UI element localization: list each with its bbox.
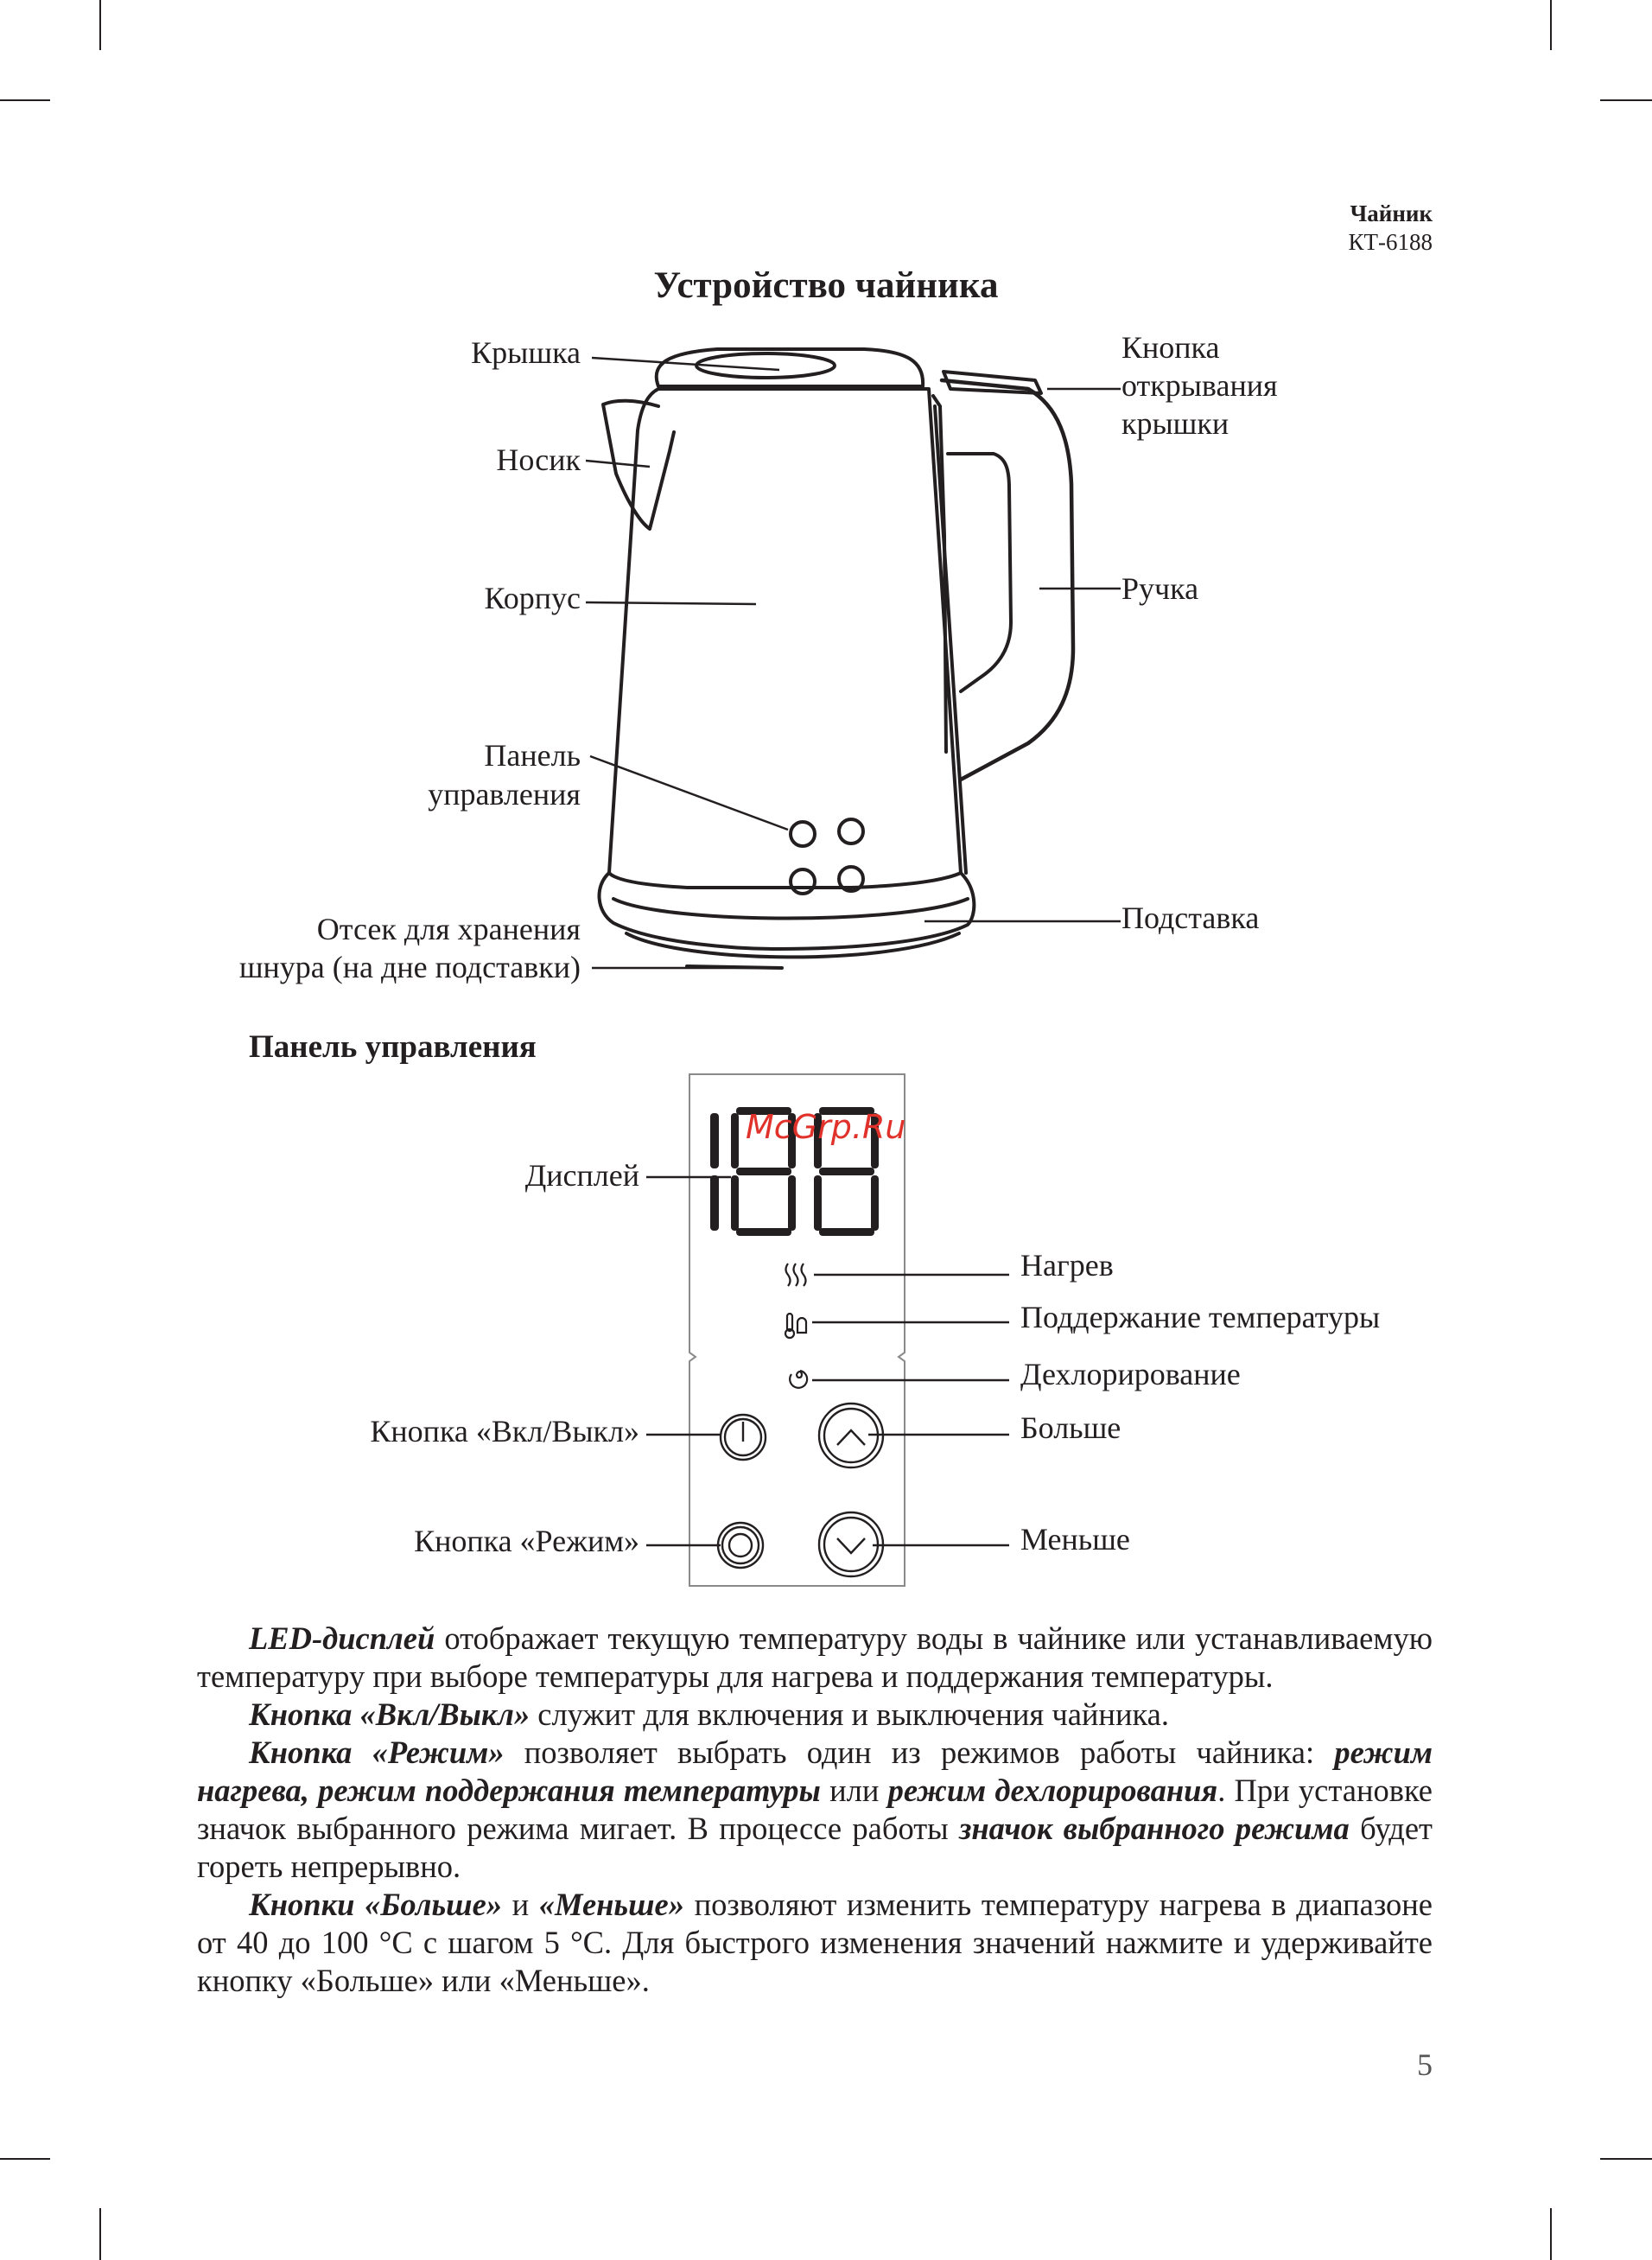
paragraph-power: Кнопка «Вкл/Выкл» служит для включения и выключения чайника. [249, 1697, 1169, 1732]
kettle-control-button [791, 822, 815, 846]
label-panel-line2: управления [428, 777, 581, 812]
page-number: 5 [1417, 2047, 1433, 2082]
heating-icon [786, 1264, 806, 1286]
label-panel-line1: Панель [484, 738, 581, 773]
dechlorination-icon [790, 1371, 807, 1388]
label-heating: Нагрев [1020, 1248, 1114, 1283]
label-cord-line2: шнура (на дне подставки) [238, 950, 581, 984]
kettle-handle-inner [948, 454, 1011, 691]
paragraph-led: LED-дисплей отображает текущую температуру воды в чайнике или устанавливаемую температуру при выборе температуры для нагрева и поддержания температуры. [197, 1620, 1433, 1694]
kettle-base-bottom [626, 933, 959, 957]
label-lid-button-line2: открывания [1121, 368, 1278, 403]
leader-line [586, 602, 756, 604]
label-power-button: Кнопка «Вкл/Выкл» [370, 1414, 639, 1448]
power-button [721, 1415, 766, 1460]
thermometer-icon [785, 1314, 806, 1338]
label-lid-button-line3: крышки [1121, 406, 1229, 441]
page-title: Устройство чайника [653, 265, 999, 306]
header-model: КТ-6188 [1348, 229, 1433, 255]
mode-button [718, 1523, 763, 1568]
label-cord-line1: Отсек для хранения [316, 912, 581, 946]
label-display: Дисплей [524, 1158, 639, 1193]
section-title-panel: Панель управления [249, 1029, 537, 1065]
header-title: Чайник [1350, 201, 1433, 226]
kettle-control-button [839, 819, 863, 844]
kettle-body [609, 389, 961, 888]
label-base: Подставка [1121, 901, 1260, 935]
label-mode-button: Кнопка «Режим» [414, 1524, 639, 1558]
kettle-base-rim [613, 899, 968, 919]
paragraph-more-less: Кнопки «Больше» и «Меньше» позволяют изменить температуру нагрева в диапазоне от 40 до 100 °С с шагом 5 °С. Для быстрого изменения значений нажмите и удерживайте кнопку «Больше» или «Меньше». [197, 1887, 1433, 1998]
label-handle: Ручка [1121, 571, 1199, 606]
paragraph-mode: Кнопка «Режим» позволяет выбрать один из режимов работы чайника: режим нагрева, режим поддержания температуры или режим дехлорирования. При установке значок выбранного режима мигает. В процессе работы значок выбранного режима будет гореть непрерывно. [197, 1735, 1433, 1884]
label-more: Больше [1020, 1410, 1121, 1445]
body-text [197, 1620, 1433, 2000]
leader-line [590, 756, 788, 830]
leader-line [586, 461, 650, 467]
kettle-handle [942, 380, 1073, 780]
kettle-control-button [791, 869, 815, 894]
label-body: Корпус [484, 581, 581, 615]
label-lid: Крышка [471, 335, 581, 370]
kettle-body-seam [935, 406, 966, 873]
label-spout: Носик [496, 442, 581, 477]
label-lid-button-line1: Кнопка [1121, 330, 1220, 365]
leader-line [592, 358, 779, 370]
label-dechlorination: Дехлорирование [1020, 1357, 1241, 1391]
watermark: McGrp.Ru [746, 1108, 906, 1146]
label-keep-warm: Поддержание температуры [1020, 1300, 1381, 1334]
label-less: Меньше [1020, 1522, 1130, 1557]
